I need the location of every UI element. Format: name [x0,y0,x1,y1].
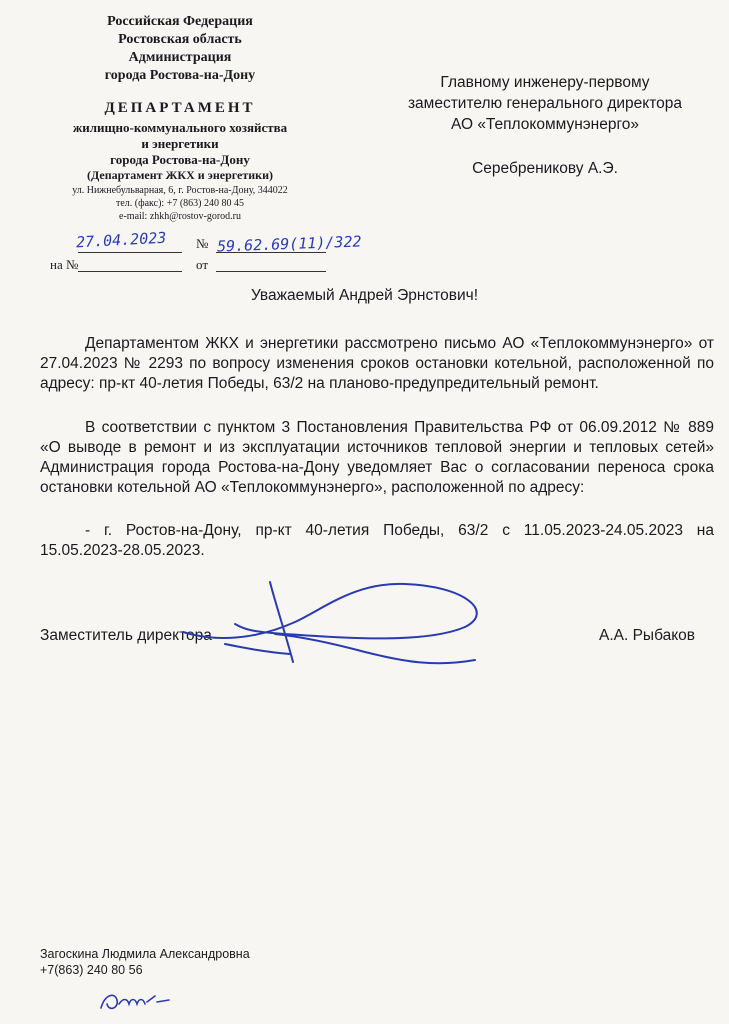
department-short-name: (Департамент ЖКХ и энергетики) [87,168,273,182]
registration-date: 27.04.2023 [75,228,167,252]
recipient-line-3: АО «Теплокоммунэнерго» [450,116,640,133]
in-reply-from-label: от [196,257,209,272]
department-line-3: города Ростова-на-Дону [110,152,250,167]
executor-initials-mark [95,986,175,1018]
number-underline [216,252,326,253]
registration-number: 59.62.69(11)/322 [216,232,362,256]
letterhead-admin: Администрация [128,50,232,65]
handwritten-signature [175,572,505,682]
department-address: ул. Нижнебульварная, 6, г. Ростов-на-Дону, 344022 [72,185,288,196]
recipient-line-1: Главному инженеру-первому [440,74,650,91]
body-paragraph-3: - г. Ростов-на-Дону, пр-кт 40-летия Победы, 63/2 с 11.05.2023-24.05.2023 на 15.05.2023-28.05.2023. [40,522,714,559]
recipient-line-2: заместителю генерального директора [407,95,683,112]
in-reply-number-field [78,271,182,272]
registration-number-label: № [196,236,209,251]
signatory-position: Заместитель директора [40,627,212,644]
department-email: e-mail: zhkh@rostov-gorod.ru [119,211,241,222]
letterhead-country: Российская Федерация [107,14,253,29]
salutation: Уважаемый Андрей Эрнстович! [250,287,479,304]
letterhead-region: Ростовская область [118,32,242,47]
in-reply-label: на № [50,257,79,272]
date-underline [78,252,182,253]
signatory-name: А.А. Рыбаков [599,627,696,644]
body-paragraph-2: В соответствии с пунктом 3 Постановления Правительства РФ от 06.09.2012 № 889 «О выводе в ремонт и из эксплуатации источников тепловой энергии и тепловых сетей» Администрация города Ростова-на-Дону уведомляет Вас о согласовании переноса срока остановки котельной АО «Теплокоммунэнерго», расположенной по адресу: [40,419,714,496]
department-line-2: и энергетики [141,136,219,151]
in-reply-date-field [216,271,326,272]
letterhead [30,14,362,279]
executor-phone: +7(863) 240 80 56 [40,963,143,977]
executor-name: Загоскина Людмила Александровна [40,947,250,961]
department-line-1: жилищно-коммунального хозяйства [72,120,288,135]
recipient-name: Серебреникову А.Э. [472,160,618,177]
department-phone: тел. (факс): +7 (863) 240 80 45 [115,198,244,209]
letterhead-city: города Ростова-на-Дону [104,68,256,83]
body-paragraph-1: Департаментом ЖКХ и энергетики рассмотрено письмо АО «Теплокоммунэнерго» от 27.04.2023 № 2293 по вопросу изменения сроков остановки котельной, расположенной по адресу: пр-кт 40-летия Победы, 63/2 на планово-предупредительный ремонт. [40,335,714,392]
department-title: ДЕПАРТАМЕНТ [104,100,256,116]
